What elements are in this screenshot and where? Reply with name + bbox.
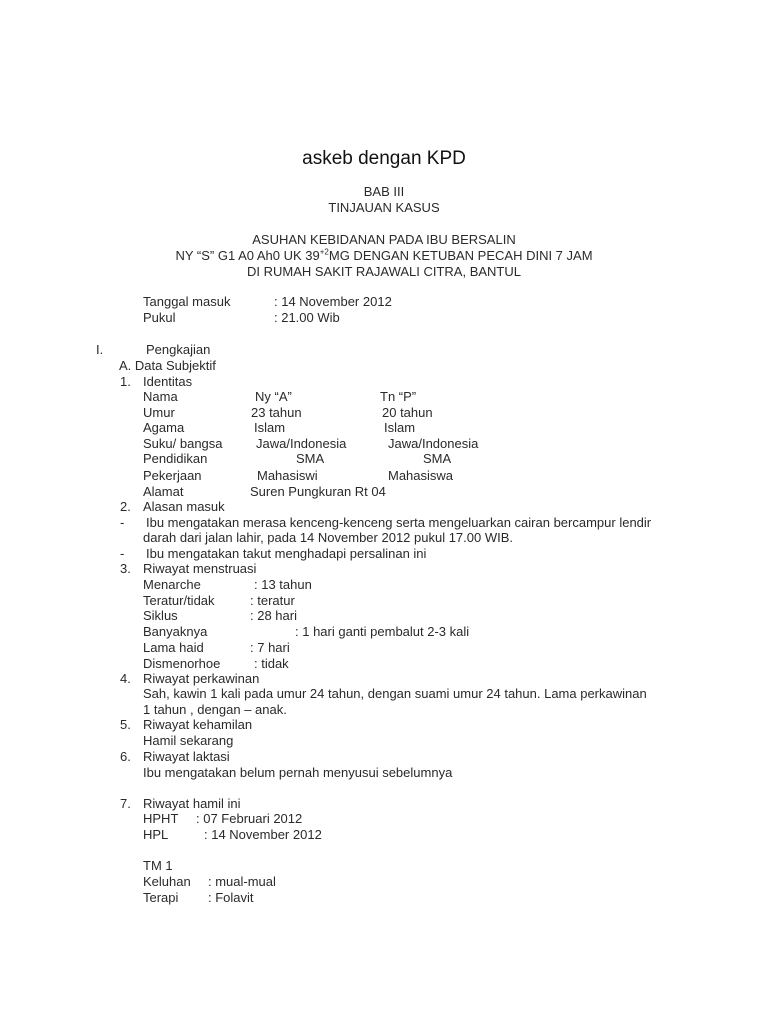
bullet-dash: -: [120, 515, 125, 530]
keluhan-label: Keluhan: [143, 874, 191, 889]
alasan-text: Ibu mengatakan merasa kenceng-kenceng serta mengeluarkan cairan bercampur lendir: [146, 515, 652, 530]
tanggal-masuk-label: Tanggal masuk: [143, 294, 231, 309]
identity-ibu: Mahasiswi: [257, 468, 318, 483]
identity-suami: Tn “P”: [380, 389, 417, 404]
chapter-label: BAB III: [363, 184, 405, 199]
item-label: Alasan masuk: [143, 499, 225, 514]
heading2-sup: +2: [319, 247, 329, 257]
case-heading-line1: ASUHAN KEBIDANAN PADA IBU BERSALIN: [252, 232, 516, 247]
item-number: 3.: [120, 561, 131, 576]
identity-suami: 20 tahun: [382, 405, 433, 420]
item-number: 6.: [120, 749, 131, 764]
identity-label: Nama: [143, 389, 178, 404]
identity-ibu: Suren Pungkuran Rt 04: [250, 484, 386, 499]
menstruasi-value: : tidak: [254, 656, 289, 671]
identity-suami: SMA: [423, 451, 452, 466]
item-number: 4.: [120, 671, 131, 686]
item-number: 5.: [120, 717, 131, 732]
menstruasi-value: : 1 hari ganti pembalut 2-3 kali: [295, 624, 470, 639]
identity-label: Agama: [143, 420, 185, 435]
menstruasi-value: : 7 hari: [250, 640, 290, 655]
perkawinan-text: Sah, kawin 1 kali pada umur 24 tahun, dengan suami umur 24 tahun. Lama perkawinan: [143, 686, 647, 701]
item-number: 1.: [120, 374, 131, 389]
tm1-heading: TM 1: [143, 858, 173, 873]
terapi-label: Terapi: [143, 890, 179, 905]
case-heading-line2: [0, 248, 768, 264]
item-label: Identitas: [143, 374, 193, 389]
perkawinan-text: 1 tahun , dengan – anak.: [143, 702, 287, 717]
hpl-label: HPL: [143, 827, 169, 842]
identity-suami: Jawa/Indonesia: [388, 436, 479, 451]
chapter-subtitle: TINJAUAN KASUS: [328, 200, 440, 215]
identity-label: Umur: [143, 405, 175, 420]
hpht-value: : 07 Februari 2012: [196, 811, 303, 826]
item-number: 7.: [120, 796, 131, 811]
heading2-post: MG DENGAN KETUBAN PECAH DINI 7 JAM: [328, 248, 593, 263]
identity-ibu: Ny “A”: [255, 389, 292, 404]
laktasi-text: Ibu mengatakan belum pernah menyusui sebelumnya: [143, 765, 453, 780]
item-label: Riwayat perkawinan: [143, 671, 260, 686]
hpht-label: HPHT: [143, 811, 179, 826]
identity-label: Pekerjaan: [143, 468, 202, 483]
menstruasi-label: Menarche: [143, 577, 201, 592]
identity-label: Suku/ bangsa: [143, 436, 223, 451]
document-title: askeb dengan KPD: [302, 148, 466, 169]
identity-ibu: 23 tahun: [251, 405, 302, 420]
menstruasi-label: Banyaknya: [143, 624, 208, 639]
alasan-text: darah dari jalan lahir, pada 14 November 2012 pukul 17.00 WIB.: [143, 530, 514, 545]
identity-suami: Islam: [384, 420, 416, 435]
hpl-value: : 14 November 2012: [204, 827, 322, 842]
section-number: I.: [96, 342, 104, 357]
terapi-value: : Folavit: [208, 890, 254, 905]
section-label: Pengkajian: [146, 342, 211, 357]
bullet-dash: -: [120, 546, 125, 561]
item-label: Riwayat menstruasi: [143, 561, 257, 576]
tanggal-masuk-value: : 14 November 2012: [274, 294, 392, 309]
identity-ibu: Jawa/Indonesia: [256, 436, 347, 451]
alasan-text: Ibu mengatakan takut menghadapi persalinan ini: [146, 546, 427, 561]
item-label: Riwayat kehamilan: [143, 717, 253, 732]
subsection-a: A. Data Subjektif: [119, 358, 216, 373]
menstruasi-value: : 28 hari: [250, 608, 297, 623]
item-number: 2.: [120, 499, 131, 514]
heading2-pre: NY “S” G1 A0 Ah0 UK 39: [175, 248, 320, 263]
menstruasi-label: Siklus: [143, 608, 178, 623]
identity-label: Alamat: [143, 484, 184, 499]
menstruasi-label: Lama haid: [143, 640, 204, 655]
menstruasi-value: : 13 tahun: [254, 577, 312, 592]
case-heading-line3: DI RUMAH SAKIT RAJAWALI CITRA, BANTUL: [246, 264, 521, 279]
pukul-value: : 21.00 Wib: [274, 310, 340, 325]
identity-suami: Mahasiswa: [388, 468, 454, 483]
keluhan-value: : mual-mual: [208, 874, 276, 889]
menstruasi-label: Dismenorhoe: [143, 656, 221, 671]
item-label: Riwayat hamil ini: [143, 796, 241, 811]
identity-ibu: Islam: [254, 420, 286, 435]
identity-label: Pendidikan: [143, 451, 208, 466]
identity-ibu: SMA: [296, 451, 325, 466]
pukul-label: Pukul: [143, 310, 176, 325]
item-label: Riwayat laktasi: [143, 749, 230, 764]
menstruasi-value: : teratur: [250, 593, 295, 608]
kehamilan-text: Hamil sekarang: [143, 733, 234, 748]
menstruasi-label: Teratur/tidak: [143, 593, 215, 608]
